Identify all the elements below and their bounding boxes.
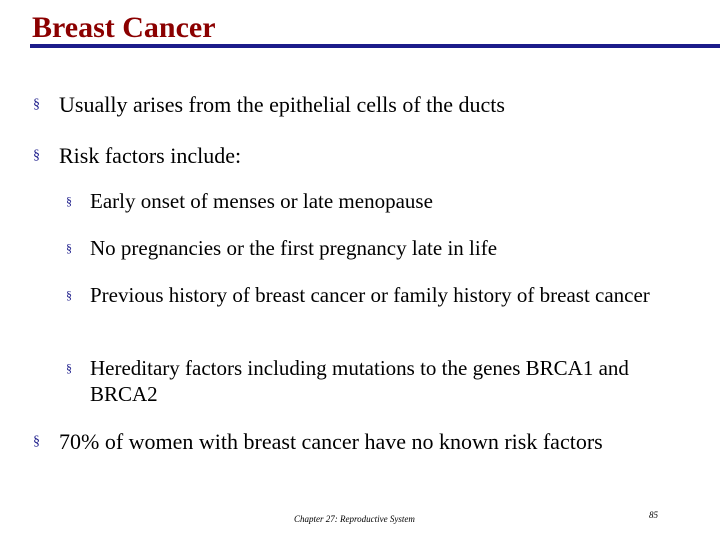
sub-bullet-item [66,188,696,214]
bullet-item [33,429,633,455]
bullet-marker-icon: § [33,148,40,163]
sub-bullet-text: Early onset of menses or late menopause [90,189,433,213]
sub-bullet-item [66,355,696,407]
slide-footer: Chapter 27: Reproductive System [294,514,415,524]
bullet-item [33,92,693,118]
slide-title: Breast Cancer [32,11,216,44]
sub-bullet-item [66,235,696,261]
bullet-text: 70% of women with breast cancer have no known risk factors [59,429,603,454]
bullet-text: Usually arises from the epithelial cells of the ducts [59,92,505,117]
bullet-item [33,143,693,169]
sub-bullet-marker-icon: § [66,288,72,302]
sub-bullet-marker-icon: § [66,241,72,255]
sub-bullet-marker-icon: § [66,361,72,375]
bullet-marker-icon: § [33,97,40,112]
page-number: 85 [649,510,658,520]
sub-bullet-text: Hereditary factors including mutations to the genes BRCA1 and BRCA2 [90,356,629,406]
sub-bullet-text: No pregnancies or the first pregnancy late in life [90,236,498,260]
bullet-text: Risk factors include: [59,143,242,168]
sub-bullet-text: Previous history of breast cancer or family history of breast cancer [90,283,650,307]
title-underline [30,44,720,48]
bullet-marker-icon: § [33,434,40,449]
sub-bullet-item [66,282,696,308]
sub-bullet-marker-icon: § [66,194,72,208]
